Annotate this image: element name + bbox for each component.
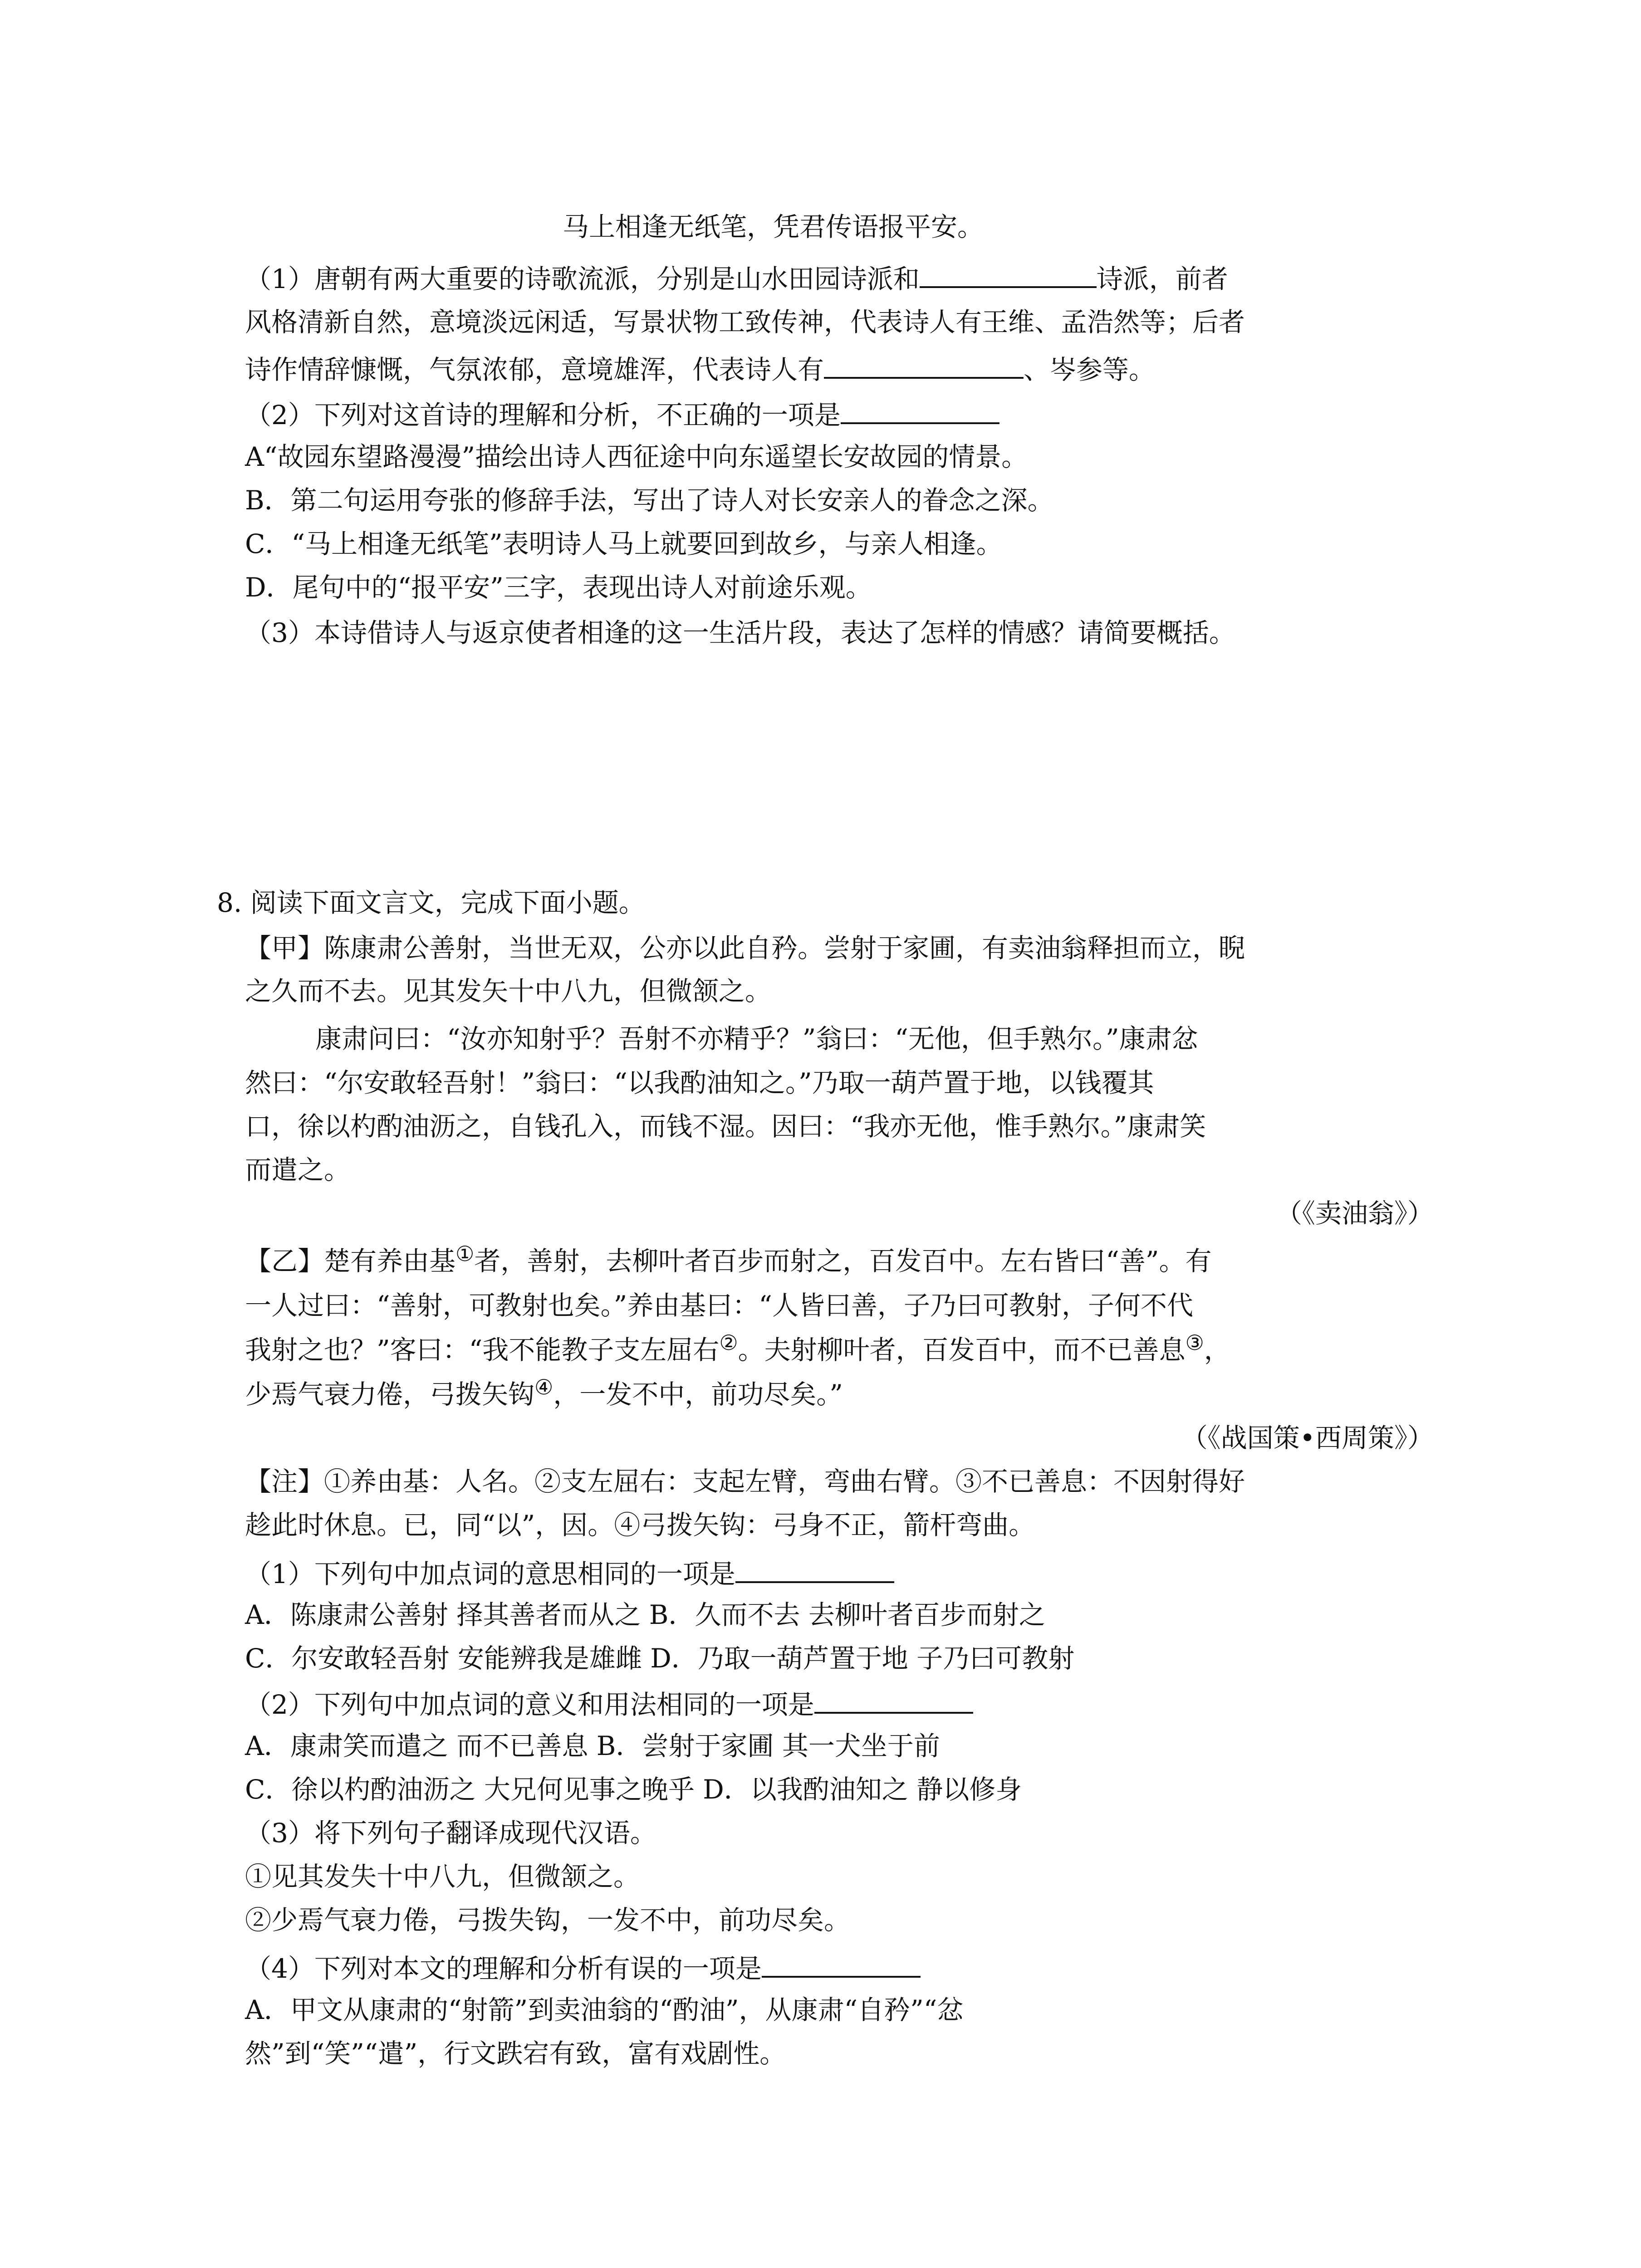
q8-sub1-options-cd: C．尔安敢轻吾射 安能辨我是雄雌 D．乃取一葫芦置于地 子乃曰可教射 bbox=[245, 1643, 1075, 1674]
q8-sub3-sentence1: ①见其发失十中八九，但微颔之。 bbox=[245, 1861, 640, 1892]
yi-line1: 【乙】楚有养由基①者，善射，去柳叶者百步而射之，百发百中。左右皆曰“善”。有 bbox=[245, 1242, 1212, 1276]
yi-line4: 少焉气衰力倦，弓拨矢钩④，一发不中，前功尽矣。” bbox=[245, 1375, 843, 1410]
q8-sub1: （1）下列句中加点词的意思相同的一项是 bbox=[245, 1556, 894, 1590]
yi-line3: 我射之也？”客曰：“我不能教子支左屈右②。夫射柳叶者，百发百中，而不已善息③， bbox=[245, 1330, 1230, 1365]
q8-sub2: （2）下列句中加点词的意义和用法相同的一项是 bbox=[245, 1686, 973, 1721]
q8-sub4-option-a-line1: A．甲文从康肃的“射箭”到卖油翁的“酌油”，从康肃“自矜”“忿 bbox=[245, 1994, 964, 2025]
q7-option-a: A“故园东望路漫漫”描绘出诗人西征途中向东遥望长安故园的情景。 bbox=[245, 441, 1028, 472]
q8-sub2-options-cd: C．徐以杓酌油沥之 大兄何见事之晚乎 D．以我酌油知之 静以修身 bbox=[245, 1774, 1022, 1805]
q8-sub4-option-a-line2: 然”到“笑”“遣”，行文跌宕有致，富有戏剧性。 bbox=[245, 2038, 786, 2069]
q7-part1-line2: 风格清新自然，意境淡远闲适，写景状物工致传神，代表诗人有王维、孟浩然等；后者 bbox=[245, 307, 1245, 337]
q8-sub1-options-ab: A．陈康肃公善射 择其善者而从之 B．久而不去 去柳叶者百步而射之 bbox=[245, 1599, 1045, 1630]
q8-sub4: （4）下列对本文的理解和分析有误的一项是 bbox=[245, 1950, 921, 1984]
q7-part1-line3: 诗作情辞慷慨，气氛浓郁，意境雄浑，代表诗人有 、岑参等。 bbox=[245, 352, 1155, 386]
jia-line3: 康肃问曰：“汝亦知射乎？吾射不亦精乎？”翁曰：“无他，但手熟尔。”康肃忿 bbox=[315, 1023, 1198, 1054]
answer-blank-5[interactable] bbox=[814, 1686, 973, 1714]
answer-blank-1[interactable] bbox=[920, 261, 1097, 288]
poem-last-line: 马上相逢无纸笔，凭君传语报平安。 bbox=[563, 211, 984, 242]
q7-part3: （3）本诗借诗人与返京使者相逢的这一生活片段，表达了怎样的情感？请简要概括。 bbox=[245, 617, 1235, 648]
q8-sub3: （3）将下列句子翻译成现代汉语。 bbox=[245, 1818, 656, 1848]
yi-source: （《战国策•西周策》） bbox=[1181, 1422, 1434, 1453]
q8-title: 8. 阅读下面文言文，完成下面小题。 bbox=[217, 887, 645, 918]
jia-line4: 然曰：“尔安敢轻吾射！”翁曰：“以我酌油知之。”乃取一葫芦置于地，以钱覆其 bbox=[245, 1067, 1154, 1098]
jia-line5: 口，徐以杓酌油沥之，自钱孔入，而钱不湿。因曰：“我亦无他，惟手熟尔。”康肃笑 bbox=[245, 1111, 1206, 1142]
footnote-3: ③ bbox=[1185, 1330, 1204, 1355]
q7-part1-line1: （1）唐朝有两大重要的诗歌流派，分别是山水田园诗派和 诗派，前者 bbox=[245, 261, 1228, 295]
yi-line2: 一人过曰：“善射，可教射也矣。”养由基曰：“人皆曰善，子乃曰可教射，子何不代 bbox=[245, 1290, 1193, 1321]
q7-option-c: C．“马上相逢无纸笔”表明诗人马上就要回到故乡，与亲人相逢。 bbox=[245, 528, 1003, 559]
q8-sub3-sentence2: ②少焉气衰力倦，弓拨失钩，一发不中，前功尽矣。 bbox=[245, 1905, 851, 1936]
footnote-2: ② bbox=[719, 1330, 738, 1355]
answer-blank-3[interactable] bbox=[841, 397, 999, 424]
q7-part2: （2）下列对这首诗的理解和分析，不正确的一项是 bbox=[245, 397, 999, 431]
q7-option-d: D．尾句中的“报平安”三字，表现出诗人对前途乐观。 bbox=[245, 572, 872, 603]
jia-line1: 【甲】陈康肃公善射，当世无双，公亦以此自矜。尝射于家圃，有卖油翁释担而立，睨 bbox=[245, 933, 1245, 963]
notes-line2: 趁此时休息。已，同“以”，因。④弓拨矢钩：弓身不正，箭杆弯曲。 bbox=[245, 1510, 1035, 1540]
answer-blank-6[interactable] bbox=[762, 1950, 921, 1978]
footnote-4: ④ bbox=[534, 1375, 554, 1399]
q7-option-b: B．第二句运用夸张的修辞手法，写出了诗人对长安亲人的眷念之深。 bbox=[245, 485, 1054, 516]
answer-blank-4[interactable] bbox=[735, 1556, 894, 1583]
answer-blank-2[interactable] bbox=[824, 352, 1024, 379]
jia-line6: 而遣之。 bbox=[245, 1154, 351, 1185]
jia-line2: 之久而不去。见其发矢十中八九，但微颔之。 bbox=[245, 976, 772, 1007]
jia-source: （《卖油翁》） bbox=[1275, 1198, 1434, 1229]
q8-sub2-options-ab: A．康肃笑而遣之 而不已善息 B．尝射于家圃 其一犬坐于前 bbox=[245, 1730, 940, 1761]
footnote-1: ① bbox=[456, 1242, 475, 1266]
notes-line1: 【注】①养由基：人名。②支左屈右：支起左臂，弯曲右臂。③不已善息：不因射得好 bbox=[245, 1466, 1245, 1497]
